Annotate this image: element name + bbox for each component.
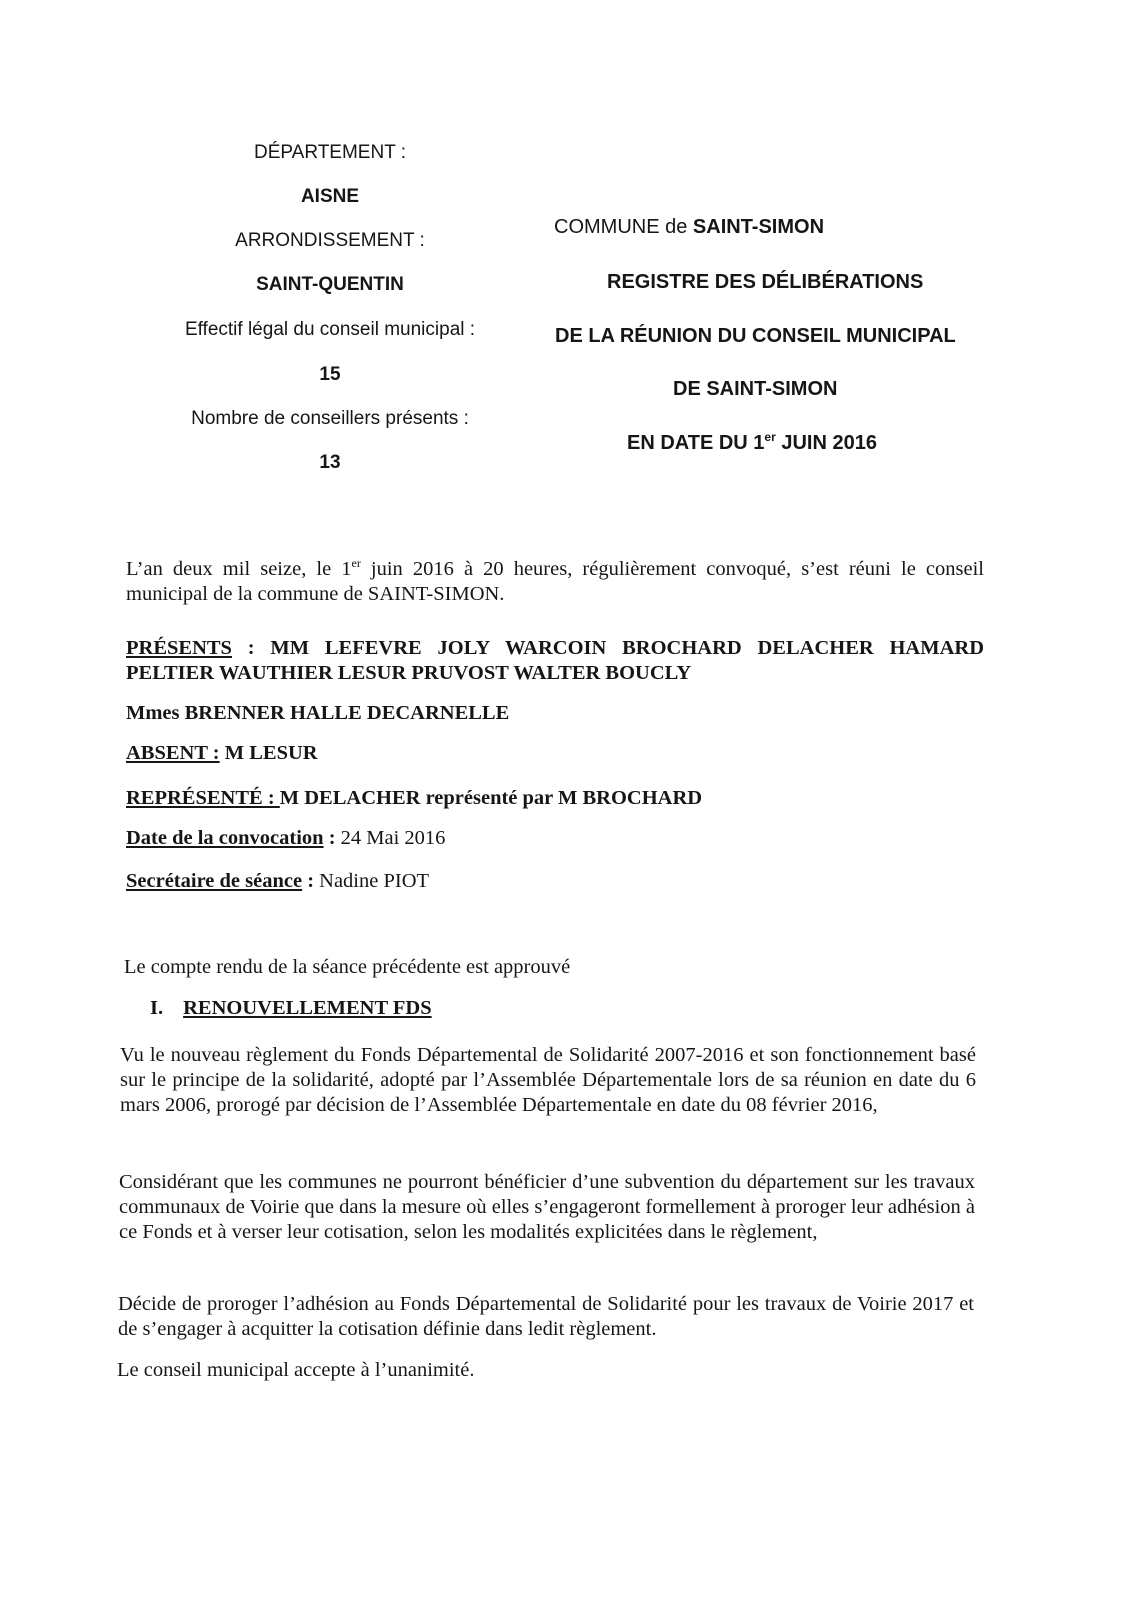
paragraph-considerant: Considérant que les communes ne pourront bénéficier d’une subvention du département sur les travaux communaux de Voirie que dans la mesure où elles s’engageront formellement à proroger leur adhésion à ce Fonds et à verser leur cotisation, selon les modalités explicitées dans le règlement, bbox=[119, 1171, 975, 1243]
meeting-date-prefix: EN DATE DU 1 bbox=[627, 432, 765, 454]
convocation-line bbox=[126, 827, 445, 850]
presents-block bbox=[126, 636, 984, 686]
effectif-value: 15 bbox=[319, 364, 341, 385]
commune-title: DE SAINT-SIMON bbox=[673, 378, 838, 400]
absent-label: ABSENT : bbox=[126, 742, 220, 764]
secretaire-sep: : bbox=[302, 870, 320, 892]
meeting-date-sup: er bbox=[764, 430, 776, 444]
section-title: RENOUVELLEMENT FDS bbox=[183, 997, 432, 1019]
approval-line: Le compte rendu de la séance précédente est approuvé bbox=[124, 956, 571, 978]
intro-part1: L’an deux mil seize, le 1 bbox=[126, 558, 352, 580]
intro-part2: juin 2016 à 20 heures, régulièrement convoqué, s’est réuni le conseil municipal de la commune de SAINT-SIMON. bbox=[126, 558, 984, 605]
mmes-line: Mmes BRENNER HALLE DECARNELLE bbox=[126, 702, 510, 724]
effectif-label: Effectif légal du conseil municipal : bbox=[184, 319, 476, 340]
intro-sup: er bbox=[351, 556, 361, 570]
presents-names: MM LEFEVRE JOLY WARCOIN BROCHARD DELACHER HAMARD PELTIER WAUTHIER LESUR PRUVOST WALTER BOUCLY bbox=[126, 637, 984, 684]
represente-label: REPRÉSENTÉ : bbox=[126, 787, 280, 809]
convocation-sep: : bbox=[323, 827, 341, 849]
represente-line bbox=[126, 787, 702, 810]
departement-label: DÉPARTEMENT : bbox=[253, 142, 407, 163]
presents-count-label: Nombre de conseillers présents : bbox=[191, 408, 469, 429]
section-number: I. bbox=[150, 997, 164, 1019]
presents-label: PRÉSENTS bbox=[126, 637, 232, 659]
conclusion-line: Le conseil municipal accepte à l’unanimité. bbox=[117, 1359, 475, 1381]
secretaire-label: Secrétaire de séance bbox=[126, 870, 303, 892]
commune-name: SAINT-SIMON bbox=[692, 216, 825, 238]
secretaire-line bbox=[126, 870, 429, 893]
represente-value: M DELACHER représenté par M BROCHARD bbox=[279, 787, 703, 809]
section-heading bbox=[150, 997, 432, 1020]
arrondissement-label: ARRONDISSEMENT : bbox=[235, 230, 425, 251]
commune-prefix: COMMUNE de bbox=[554, 216, 693, 238]
meeting-date-title bbox=[627, 432, 877, 455]
intro-paragraph bbox=[126, 557, 984, 607]
presents-sep: : bbox=[231, 637, 271, 659]
absent-line bbox=[126, 742, 318, 765]
registre-title: REGISTRE DES DÉLIBÉRATIONS bbox=[607, 271, 924, 293]
convocation-value: 24 Mai 2016 bbox=[340, 827, 446, 849]
paragraph-decide: Décide de proroger l’adhésion au Fonds Départemental de Solidarité pour les travaux de Voirie 2017 et de s’engager à acquitter la cotisation définie dans ledit règlement. bbox=[118, 1293, 974, 1340]
arrondissement-value: SAINT-QUENTIN bbox=[256, 274, 404, 295]
absent-value: M LESUR bbox=[219, 742, 318, 764]
secretaire-value: Nadine PIOT bbox=[319, 870, 430, 892]
convocation-label: Date de la convocation bbox=[126, 827, 324, 849]
commune-line bbox=[554, 216, 824, 239]
paragraph-vu: Vu le nouveau règlement du Fonds Départemental de Solidarité 2007-2016 et son fonctionnement basé sur le principe de la solidarité, adopté par l’Assemblée Départementale lors de sa réunion en date du 6 mars 2006, prorogé par décision de l’Assemblée Départementale en date du 08 février 2016, bbox=[120, 1044, 976, 1116]
reunion-title: DE LA RÉUNION DU CONSEIL MUNICIPAL bbox=[555, 325, 956, 347]
meeting-date-suffix: JUIN 2016 bbox=[775, 432, 877, 454]
presents-count-value: 13 bbox=[319, 452, 341, 473]
departement-value: AISNE bbox=[300, 186, 360, 207]
